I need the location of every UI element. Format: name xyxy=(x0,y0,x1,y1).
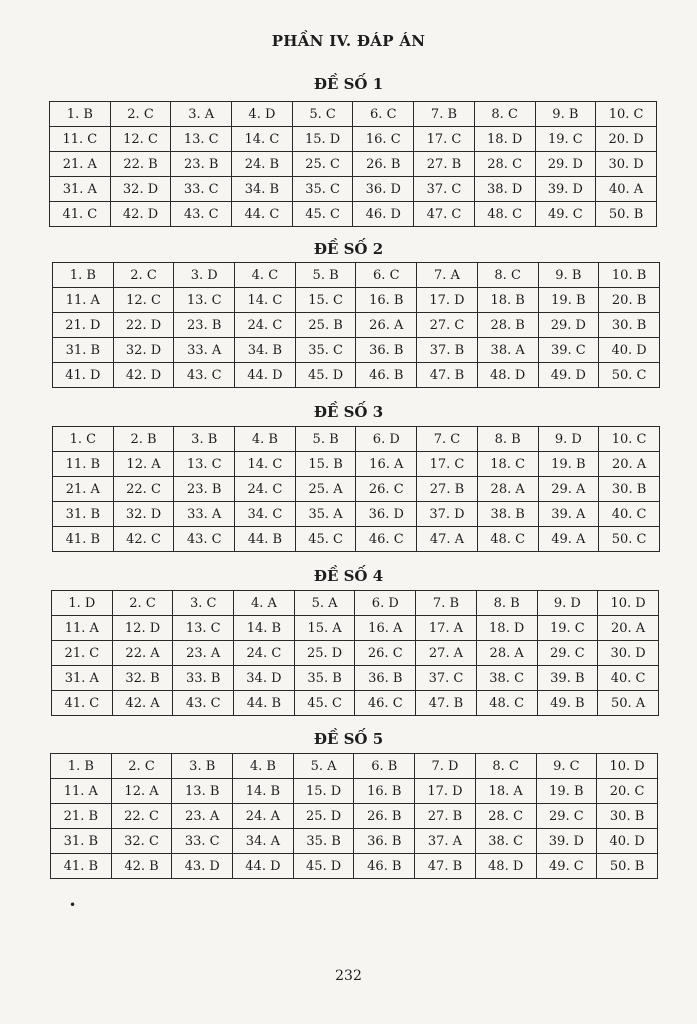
answer-cell: 37. A xyxy=(415,829,476,854)
answer-cell: 2. C xyxy=(112,591,173,616)
answer-cell: 16. C xyxy=(353,127,414,152)
answer-cell: 43. C xyxy=(171,202,232,227)
answer-cell: 1. D xyxy=(52,591,113,616)
answer-cell: 48. D xyxy=(475,854,536,879)
answer-table-4 xyxy=(51,590,659,716)
answer-cell: 12. C xyxy=(110,127,171,152)
answer-cell: 16. A xyxy=(355,616,416,641)
answer-cell: 39. A xyxy=(538,502,599,527)
answer-cell: 41. C xyxy=(50,202,111,227)
answer-cell: 14. C xyxy=(232,127,293,152)
answer-cell: 33. B xyxy=(173,666,234,691)
answer-cell: 9. D xyxy=(538,427,599,452)
answer-cell: 12. D xyxy=(112,616,173,641)
answer-cell: 46. D xyxy=(353,202,414,227)
answer-cell: 34. A xyxy=(233,829,294,854)
answer-cell: 23. A xyxy=(173,641,234,666)
answer-cell: 39. B xyxy=(537,666,598,691)
answer-cell: 33. C xyxy=(171,177,232,202)
answer-cell: 39. C xyxy=(538,338,599,363)
answer-cell: 26. A xyxy=(356,313,417,338)
answer-cell: 49. A xyxy=(538,527,599,552)
answer-cell: 29. D xyxy=(535,152,596,177)
answer-cell: 15. A xyxy=(294,616,355,641)
answer-cell: 44. C xyxy=(232,202,293,227)
answer-cell: 38. C xyxy=(475,829,536,854)
answer-cell: 26. C xyxy=(355,641,416,666)
answer-cell: 42. D xyxy=(110,202,171,227)
answer-cell: 40. C xyxy=(598,666,659,691)
answer-cell: 9. D xyxy=(537,591,598,616)
answer-cell: 45. D xyxy=(295,363,356,388)
answer-cell: 30. D xyxy=(596,152,657,177)
answer-cell: 10. C xyxy=(596,102,657,127)
answer-cell: 41. D xyxy=(53,363,114,388)
answer-cell: 17. C xyxy=(417,452,478,477)
answer-cell: 18. A xyxy=(475,779,536,804)
answer-cell: 6. C xyxy=(356,263,417,288)
answer-row xyxy=(51,854,658,879)
answer-cell: 22. C xyxy=(111,804,172,829)
answer-cell: 17. C xyxy=(414,127,475,152)
answer-cell: 39. D xyxy=(535,177,596,202)
answer-cell: 32. D xyxy=(113,338,174,363)
answer-cell: 21. C xyxy=(52,641,113,666)
answer-cell: 37. D xyxy=(417,502,478,527)
answer-cell: 34. B xyxy=(232,177,293,202)
answer-cell: 7. B xyxy=(416,591,477,616)
answer-cell: 11. B xyxy=(53,452,114,477)
answer-cell: 13. B xyxy=(172,779,233,804)
answer-cell: 31. A xyxy=(52,666,113,691)
answer-cell: 3. B xyxy=(174,427,235,452)
answer-cell: 22. C xyxy=(113,477,174,502)
answer-cell: 35. C xyxy=(292,177,353,202)
answer-cell: 17. A xyxy=(416,616,477,641)
answer-cell: 44. B xyxy=(234,691,295,716)
answer-cell: 29. D xyxy=(538,313,599,338)
answer-cell: 9. B xyxy=(535,102,596,127)
answer-cell: 12. C xyxy=(113,288,174,313)
answer-table-3 xyxy=(52,426,660,552)
answer-cell: 4. A xyxy=(234,591,295,616)
answer-cell: 25. D xyxy=(293,804,354,829)
answer-cell: 25. D xyxy=(294,641,355,666)
answer-cell: 24. C xyxy=(235,477,296,502)
answer-cell: 49. C xyxy=(536,854,597,879)
answer-cell: 21. D xyxy=(53,313,114,338)
answer-cell: 21. B xyxy=(51,804,112,829)
answer-cell: 10. D xyxy=(597,754,658,779)
answer-cell: 23. B xyxy=(171,152,232,177)
answer-cell: 20. A xyxy=(598,616,659,641)
answer-cell: 15. C xyxy=(295,288,356,313)
answer-cell: 35. B xyxy=(294,666,355,691)
answer-cell: 5. B xyxy=(295,263,356,288)
answer-cell: 45. D xyxy=(293,854,354,879)
answer-cell: 34. B xyxy=(235,338,296,363)
answer-row xyxy=(51,804,658,829)
answer-cell: 47. B xyxy=(415,854,476,879)
answer-cell: 36. B xyxy=(355,666,416,691)
answer-cell: 17. D xyxy=(417,288,478,313)
answer-cell: 27. B xyxy=(417,477,478,502)
answer-cell: 11. C xyxy=(50,127,111,152)
answer-cell: 14. B xyxy=(234,616,295,641)
answer-cell: 13. C xyxy=(174,452,235,477)
answer-cell: 36. B xyxy=(356,338,417,363)
answer-cell: 11. A xyxy=(52,616,113,641)
answer-cell: 16. B xyxy=(356,288,417,313)
answer-cell: 1. C xyxy=(53,427,114,452)
answer-cell: 8. C xyxy=(477,263,538,288)
answer-cell: 29. A xyxy=(538,477,599,502)
answer-cell: 27. B xyxy=(415,804,476,829)
answer-cell: 43. D xyxy=(172,854,233,879)
answer-cell: 7. B xyxy=(414,102,475,127)
answer-cell: 41. B xyxy=(53,527,114,552)
answer-cell: 32. D xyxy=(113,502,174,527)
answer-cell: 2. C xyxy=(110,102,171,127)
answer-cell: 8. C xyxy=(475,754,536,779)
answer-row xyxy=(50,177,657,202)
answer-cell: 14. B xyxy=(233,779,294,804)
answer-row xyxy=(53,477,660,502)
answer-cell: 43. C xyxy=(174,363,235,388)
answer-cell: 35. C xyxy=(295,338,356,363)
answer-cell: 7. A xyxy=(417,263,478,288)
exam-heading-5: ĐỀ SỐ 5 xyxy=(313,730,384,748)
answer-cell: 1. B xyxy=(50,102,111,127)
answer-cell: 32. B xyxy=(112,666,173,691)
answer-cell: 31. B xyxy=(51,829,112,854)
answer-cell: 49. D xyxy=(538,363,599,388)
answer-cell: 45. C xyxy=(295,527,356,552)
answer-cell: 32. C xyxy=(111,829,172,854)
answer-cell: 12. A xyxy=(111,779,172,804)
exam-heading-2: ĐỀ SỐ 2 xyxy=(313,240,384,258)
answer-cell: 29. C xyxy=(537,641,598,666)
answer-cell: 33. A xyxy=(174,338,235,363)
answer-cell: 45. C xyxy=(292,202,353,227)
answer-cell: 39. D xyxy=(536,829,597,854)
answer-cell: 6. D xyxy=(356,427,417,452)
answer-cell: 47. A xyxy=(417,527,478,552)
answer-cell: 8. B xyxy=(476,591,537,616)
answer-cell: 30. B xyxy=(599,477,660,502)
answer-cell: 38. A xyxy=(477,338,538,363)
answer-cell: 6. D xyxy=(355,591,416,616)
answer-cell: 40. D xyxy=(597,829,658,854)
answer-cell: 42. C xyxy=(113,527,174,552)
answer-cell: 21. A xyxy=(53,477,114,502)
answer-cell: 7. D xyxy=(415,754,476,779)
answer-cell: 38. C xyxy=(476,666,537,691)
answer-cell: 20. B xyxy=(599,288,660,313)
answer-row xyxy=(53,452,660,477)
answer-row xyxy=(50,202,657,227)
answer-cell: 48. C xyxy=(477,527,538,552)
answer-cell: 40. C xyxy=(599,502,660,527)
answer-cell: 3. D xyxy=(174,263,235,288)
answer-cell: 40. D xyxy=(599,338,660,363)
answer-cell: 36. D xyxy=(353,177,414,202)
answer-cell: 19. B xyxy=(538,452,599,477)
answer-cell: 23. B xyxy=(174,477,235,502)
answer-cell: 43. C xyxy=(174,527,235,552)
answer-table-5 xyxy=(50,753,658,879)
answer-cell: 44. D xyxy=(235,363,296,388)
answer-cell: 27. A xyxy=(416,641,477,666)
answer-cell: 30. B xyxy=(597,804,658,829)
answer-cell: 14. C xyxy=(235,452,296,477)
answer-cell: 13. C xyxy=(174,288,235,313)
answer-cell: 5. A xyxy=(293,754,354,779)
answer-cell: 2. B xyxy=(113,427,174,452)
answer-row xyxy=(50,102,657,127)
answer-cell: 36. D xyxy=(356,502,417,527)
answer-cell: 28. A xyxy=(477,477,538,502)
answer-row xyxy=(53,427,660,452)
answer-cell: 4. B xyxy=(235,427,296,452)
answer-cell: 14. C xyxy=(235,288,296,313)
answer-cell: 4. D xyxy=(232,102,293,127)
answer-row xyxy=(52,691,659,716)
answer-cell: 29. C xyxy=(536,804,597,829)
answer-cell: 47. B xyxy=(417,363,478,388)
answer-row xyxy=(50,127,657,152)
answer-cell: 6. B xyxy=(354,754,415,779)
answer-cell: 37. C xyxy=(416,666,477,691)
answer-cell: 38. B xyxy=(477,502,538,527)
answer-cell: 46. C xyxy=(355,691,416,716)
answer-cell: 26. B xyxy=(353,152,414,177)
answer-cell: 48. D xyxy=(477,363,538,388)
answer-cell: 46. C xyxy=(356,527,417,552)
answer-cell: 50. B xyxy=(596,202,657,227)
answer-cell: 19. B xyxy=(536,779,597,804)
answer-cell: 43. C xyxy=(173,691,234,716)
answer-cell: 19. B xyxy=(538,288,599,313)
answer-cell: 3. A xyxy=(171,102,232,127)
answer-row xyxy=(51,779,658,804)
answer-cell: 11. A xyxy=(51,779,112,804)
answer-cell: 8. B xyxy=(477,427,538,452)
answer-cell: 45. C xyxy=(294,691,355,716)
answer-cell: 5. A xyxy=(294,591,355,616)
answer-cell: 48. C xyxy=(474,202,535,227)
answer-cell: 36. B xyxy=(354,829,415,854)
answer-cell: 30. D xyxy=(598,641,659,666)
answer-cell: 10. D xyxy=(598,591,659,616)
answer-cell: 20. C xyxy=(597,779,658,804)
answer-cell: 47. B xyxy=(416,691,477,716)
answer-cell: 30. B xyxy=(599,313,660,338)
answer-cell: 9. B xyxy=(538,263,599,288)
exam-heading-4: ĐỀ SỐ 4 xyxy=(313,567,384,585)
answer-cell: 17. D xyxy=(415,779,476,804)
answer-cell: 42. A xyxy=(112,691,173,716)
answer-row xyxy=(52,616,659,641)
answer-cell: 50. C xyxy=(599,527,660,552)
answer-cell: 50. C xyxy=(599,363,660,388)
answer-cell: 38. D xyxy=(474,177,535,202)
answer-cell: 25. A xyxy=(295,477,356,502)
answer-cell: 2. C xyxy=(113,263,174,288)
answer-cell: 33. C xyxy=(172,829,233,854)
answer-cell: 18. D xyxy=(474,127,535,152)
answer-cell: 28. A xyxy=(476,641,537,666)
answer-cell: 16. A xyxy=(356,452,417,477)
answer-cell: 3. C xyxy=(173,591,234,616)
answer-cell: 22. A xyxy=(112,641,173,666)
answer-cell: 46. B xyxy=(356,363,417,388)
answer-row xyxy=(50,152,657,177)
answer-cell: 13. C xyxy=(171,127,232,152)
answer-row xyxy=(51,829,658,854)
answer-cell: 49. B xyxy=(537,691,598,716)
answer-cell: 11. A xyxy=(53,288,114,313)
answer-cell: 7. C xyxy=(417,427,478,452)
answer-cell: 9. C xyxy=(536,754,597,779)
answer-cell: 13. C xyxy=(173,616,234,641)
answer-cell: 18. B xyxy=(477,288,538,313)
answer-cell: 47. C xyxy=(414,202,475,227)
answer-table-1 xyxy=(49,101,657,227)
answer-cell: 27. C xyxy=(417,313,478,338)
answer-row xyxy=(53,288,660,313)
answer-row xyxy=(52,641,659,666)
exam-heading-1: ĐỀ SỐ 1 xyxy=(313,75,384,93)
answer-cell: 15. D xyxy=(292,127,353,152)
answer-table-2 xyxy=(52,262,660,388)
answer-cell: 4. B xyxy=(233,754,294,779)
answer-row xyxy=(53,363,660,388)
answer-cell: 15. B xyxy=(295,452,356,477)
answer-cell: 24. C xyxy=(234,641,295,666)
answer-cell: 24. A xyxy=(233,804,294,829)
answer-cell: 8. C xyxy=(474,102,535,127)
exam-heading-3: ĐỀ SỐ 3 xyxy=(313,403,384,421)
answer-row xyxy=(53,263,660,288)
answer-cell: 28. C xyxy=(475,804,536,829)
answer-cell: 42. B xyxy=(111,854,172,879)
answer-cell: 1. B xyxy=(53,263,114,288)
answer-cell: 24. B xyxy=(232,152,293,177)
answer-cell: 37. B xyxy=(417,338,478,363)
answer-cell: 19. C xyxy=(537,616,598,641)
answer-cell: 40. A xyxy=(596,177,657,202)
answer-cell: 48. C xyxy=(476,691,537,716)
answer-cell: 27. B xyxy=(414,152,475,177)
answer-cell: 41. C xyxy=(52,691,113,716)
answer-cell: 37. C xyxy=(414,177,475,202)
answer-cell: 35. B xyxy=(293,829,354,854)
answer-cell: 10. C xyxy=(599,427,660,452)
answer-cell: 5. C xyxy=(292,102,353,127)
answer-cell: 10. B xyxy=(599,263,660,288)
answer-cell: 31. A xyxy=(50,177,111,202)
answer-cell: 33. A xyxy=(174,502,235,527)
answer-cell: 4. C xyxy=(235,263,296,288)
answer-cell: 2. C xyxy=(111,754,172,779)
answer-cell: 25. C xyxy=(292,152,353,177)
answer-cell: 3. B xyxy=(172,754,233,779)
page-number: 232 xyxy=(335,968,362,984)
answer-cell: 22. D xyxy=(113,313,174,338)
answer-cell: 24. C xyxy=(235,313,296,338)
stray-dot: • xyxy=(69,898,77,912)
answer-cell: 32. D xyxy=(110,177,171,202)
answer-row xyxy=(53,313,660,338)
answer-cell: 26. C xyxy=(356,477,417,502)
answer-cell: 41. B xyxy=(51,854,112,879)
answer-row xyxy=(53,527,660,552)
answer-cell: 18. C xyxy=(477,452,538,477)
answer-cell: 16. B xyxy=(354,779,415,804)
answer-cell: 28. B xyxy=(477,313,538,338)
answer-cell: 31. B xyxy=(53,338,114,363)
answer-cell: 15. D xyxy=(293,779,354,804)
answer-cell: 23. B xyxy=(174,313,235,338)
answer-cell: 50. A xyxy=(598,691,659,716)
answer-cell: 42. D xyxy=(113,363,174,388)
answer-row xyxy=(53,502,660,527)
answer-cell: 19. C xyxy=(535,127,596,152)
answer-row xyxy=(51,754,658,779)
page-title: PHẦN IV. ĐÁP ÁN xyxy=(271,32,426,50)
answer-cell: 21. A xyxy=(50,152,111,177)
answer-cell: 34. C xyxy=(235,502,296,527)
answer-cell: 18. D xyxy=(476,616,537,641)
answer-row xyxy=(53,338,660,363)
answer-row xyxy=(52,666,659,691)
answer-cell: 34. D xyxy=(234,666,295,691)
answer-cell: 26. B xyxy=(354,804,415,829)
answer-row xyxy=(52,591,659,616)
answer-cell: 12. A xyxy=(113,452,174,477)
answer-cell: 44. D xyxy=(233,854,294,879)
answer-cell: 50. B xyxy=(597,854,658,879)
answer-cell: 20. D xyxy=(596,127,657,152)
answer-cell: 25. B xyxy=(295,313,356,338)
answer-cell: 31. B xyxy=(53,502,114,527)
answer-cell: 6. C xyxy=(353,102,414,127)
answer-cell: 22. B xyxy=(110,152,171,177)
answer-cell: 5. B xyxy=(295,427,356,452)
answer-cell: 1. B xyxy=(51,754,112,779)
answer-cell: 28. C xyxy=(474,152,535,177)
answer-cell: 46. B xyxy=(354,854,415,879)
answer-cell: 44. B xyxy=(235,527,296,552)
answer-cell: 35. A xyxy=(295,502,356,527)
answer-cell: 49. C xyxy=(535,202,596,227)
answer-cell: 23. A xyxy=(172,804,233,829)
answer-cell: 20. A xyxy=(599,452,660,477)
